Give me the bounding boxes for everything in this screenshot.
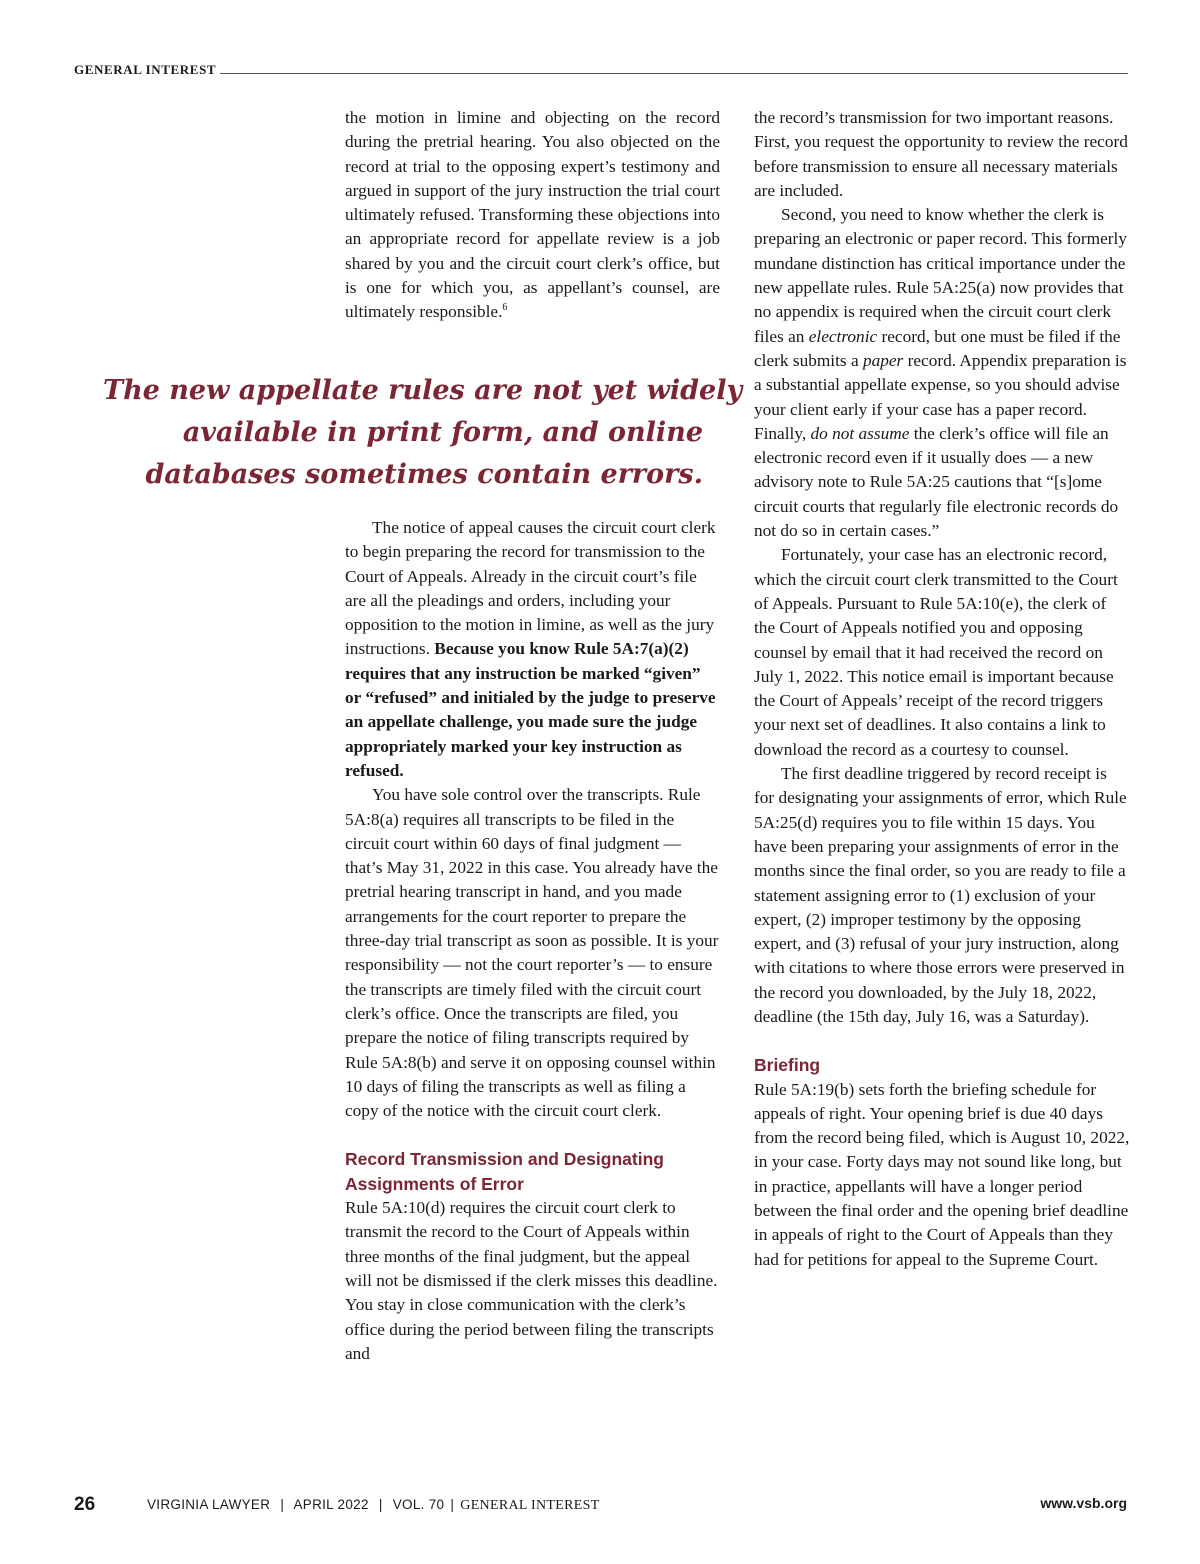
paragraph: Rule 5A:10(d) requires the circuit court clerk to transmit the record to the Court of Appeals within three months of the final judgment, but the appeal will not be dismissed if the clerk misses this deadline. You stay in close communication with the clerk’s office during the period between filing the transcripts and	[345, 1198, 718, 1363]
paragraph-text: the motion in limine and objecting on the record during the pretrial hearing. You also objected on the record at trial to the opposing expert’s testimony and argued in support of the jury instruction the trial court ultimately refused. Transforming these objections into an appropriate record for appellate review is a job shared by you and the circuit court clerk’s office, but is one for which you, as appellant’s counsel, are ultimately responsible.	[345, 108, 720, 322]
paragraph	[754, 203, 1130, 543]
volume: VOL. 70	[392, 1497, 445, 1512]
section-subhead: Briefing	[754, 1055, 821, 1076]
paragraph-text: the clerk’s office will file an electronic record even if it usually does — a new advisory note to Rule 5A:25 cautions that “[s]ome circuit courts that regularly file electronic records do not do so in certain cases.”	[754, 423, 1119, 541]
italic-text: do not assume	[810, 423, 910, 443]
italic-text: paper	[862, 350, 904, 370]
pull-quote-line: The new appellate rules are not yet widely	[103, 375, 743, 406]
paragraph-text: record, but one must be filed if the clerk submits a	[754, 326, 1121, 370]
issue-date: APRIL 2022	[293, 1497, 369, 1512]
publication-footer	[147, 1497, 600, 1523]
italic-text: electronic	[808, 326, 878, 346]
paragraph: Fortunately, your case has an electronic record, which the circuit court clerk transmitted to the Court of Appeals. Pursuant to Rule 5A:10(e), the clerk of the Court of Appeals notified you and opposing counsel by email that it had received the record on July 1, 2022. This notice email is important because the Court of Appeals’ receipt of the record triggers your next set of deadlines. It also contains a link to download the record as a courtesy to counsel.	[754, 545, 1118, 759]
column-right	[754, 106, 1130, 1272]
paragraph-text: record. Appendix preparation is a substantial appellate expense, so you should advise your client early if your case has a paper record. Finally,	[754, 350, 1127, 443]
page-number: 26	[74, 1494, 96, 1515]
paragraph: Rule 5A:19(b) sets forth the briefing schedule for appeals of right. Your opening brief is due 40 days from the record being filed, which is August 10, 2022, in your case. Forty days may not sound like long, but in practice, appellants will have a longer period between the final order and the opening brief deadline in appeals of right to the Court of Appeals than they had for petitions for appeal to the Supreme Court.	[754, 1079, 1130, 1269]
separator: |	[378, 1497, 383, 1512]
paragraph-text: Second, you need to know whether the clerk is preparing an electronic or paper record. This formerly mundane distinction has critical importance under the new appellate rules. Rule 5A:25(a) now provides that no appendix is required when the circuit court clerk files an	[754, 205, 1127, 346]
pull-quote	[103, 370, 743, 496]
section-subhead: Record Transmission and Designating Assignments of Error	[345, 1149, 664, 1194]
paragraph	[345, 106, 720, 325]
paragraph	[345, 516, 720, 783]
pull-quote-line: available in print form, and online	[182, 417, 703, 448]
paragraph: the record’s transmission for two important reasons. First, you request the opportunity to review the record before transmission to ensure all necessary materials are included.	[754, 108, 1128, 200]
header-rule	[220, 73, 1128, 74]
running-header	[74, 62, 1128, 78]
column-left-bottom	[345, 516, 720, 1366]
footnote-ref: 6	[502, 302, 508, 314]
paragraph: The first deadline triggered by record receipt is for designating your assignments of error, which Rule 5A:25(d) requires you to file within 15 days. You have been preparing your assignments of error in the months since the final order, so you are ready to file a statement assigning error to (1) exclusion of your expert, (2) improper testimony by the opposing expert, and (3) refusal of your jury instruction, along with citations to where those errors were preserved in the record you downloaded, by the July 18, 2022, deadline (the 15th day, July 16, was a Saturday).	[754, 764, 1127, 1026]
publication-name: VIRGINIA LAWYER	[147, 1497, 271, 1512]
separator: |	[450, 1497, 455, 1512]
pull-quote-line: databases sometimes contain errors.	[145, 459, 703, 490]
section-label: GENERAL INTEREST	[74, 62, 217, 77]
bold-text: Because you know Rule 5A:7(a)(2) requires that any instruction be marked “given” or “refused” and initialed by the judge to preserve an appellate challenge, you made sure the judge appropriately marked your key instruction as refused.	[345, 639, 716, 780]
paragraph-text: The notice of appeal causes the circuit court clerk to begin preparing the record for transmission to the Court of Appeals. Already in the circuit court’s file are all the pleadings and orders, including your opposition to the motion in limine, as well as the jury instructions.	[345, 518, 716, 659]
column-left-top	[345, 106, 720, 325]
separator: |	[280, 1497, 285, 1512]
paragraph: You have sole control over the transcripts. Rule 5A:8(a) requires all transcripts to be filed in the circuit court within 60 days of final judgment — that’s May 31, 2022 in this case. You already have the pretrial hearing transcript in hand, and you made arrangements for the court reporter to prepare the three-day trial transcript as soon as possible. It is your responsibility — not the court reporter’s — to ensure the transcripts are timely filed with the circuit court clerk’s office. Once the transcripts are filed, you prepare the notice of filing transcripts required by Rule 5A:8(b) and serve it on opposing counsel within 10 days of filing the transcripts as well as filing a copy of the notice with the circuit court clerk.	[345, 785, 719, 1121]
website-link[interactable]: www.vsb.org	[1040, 1495, 1127, 1511]
footer-section: GENERAL INTEREST	[460, 1498, 600, 1513]
